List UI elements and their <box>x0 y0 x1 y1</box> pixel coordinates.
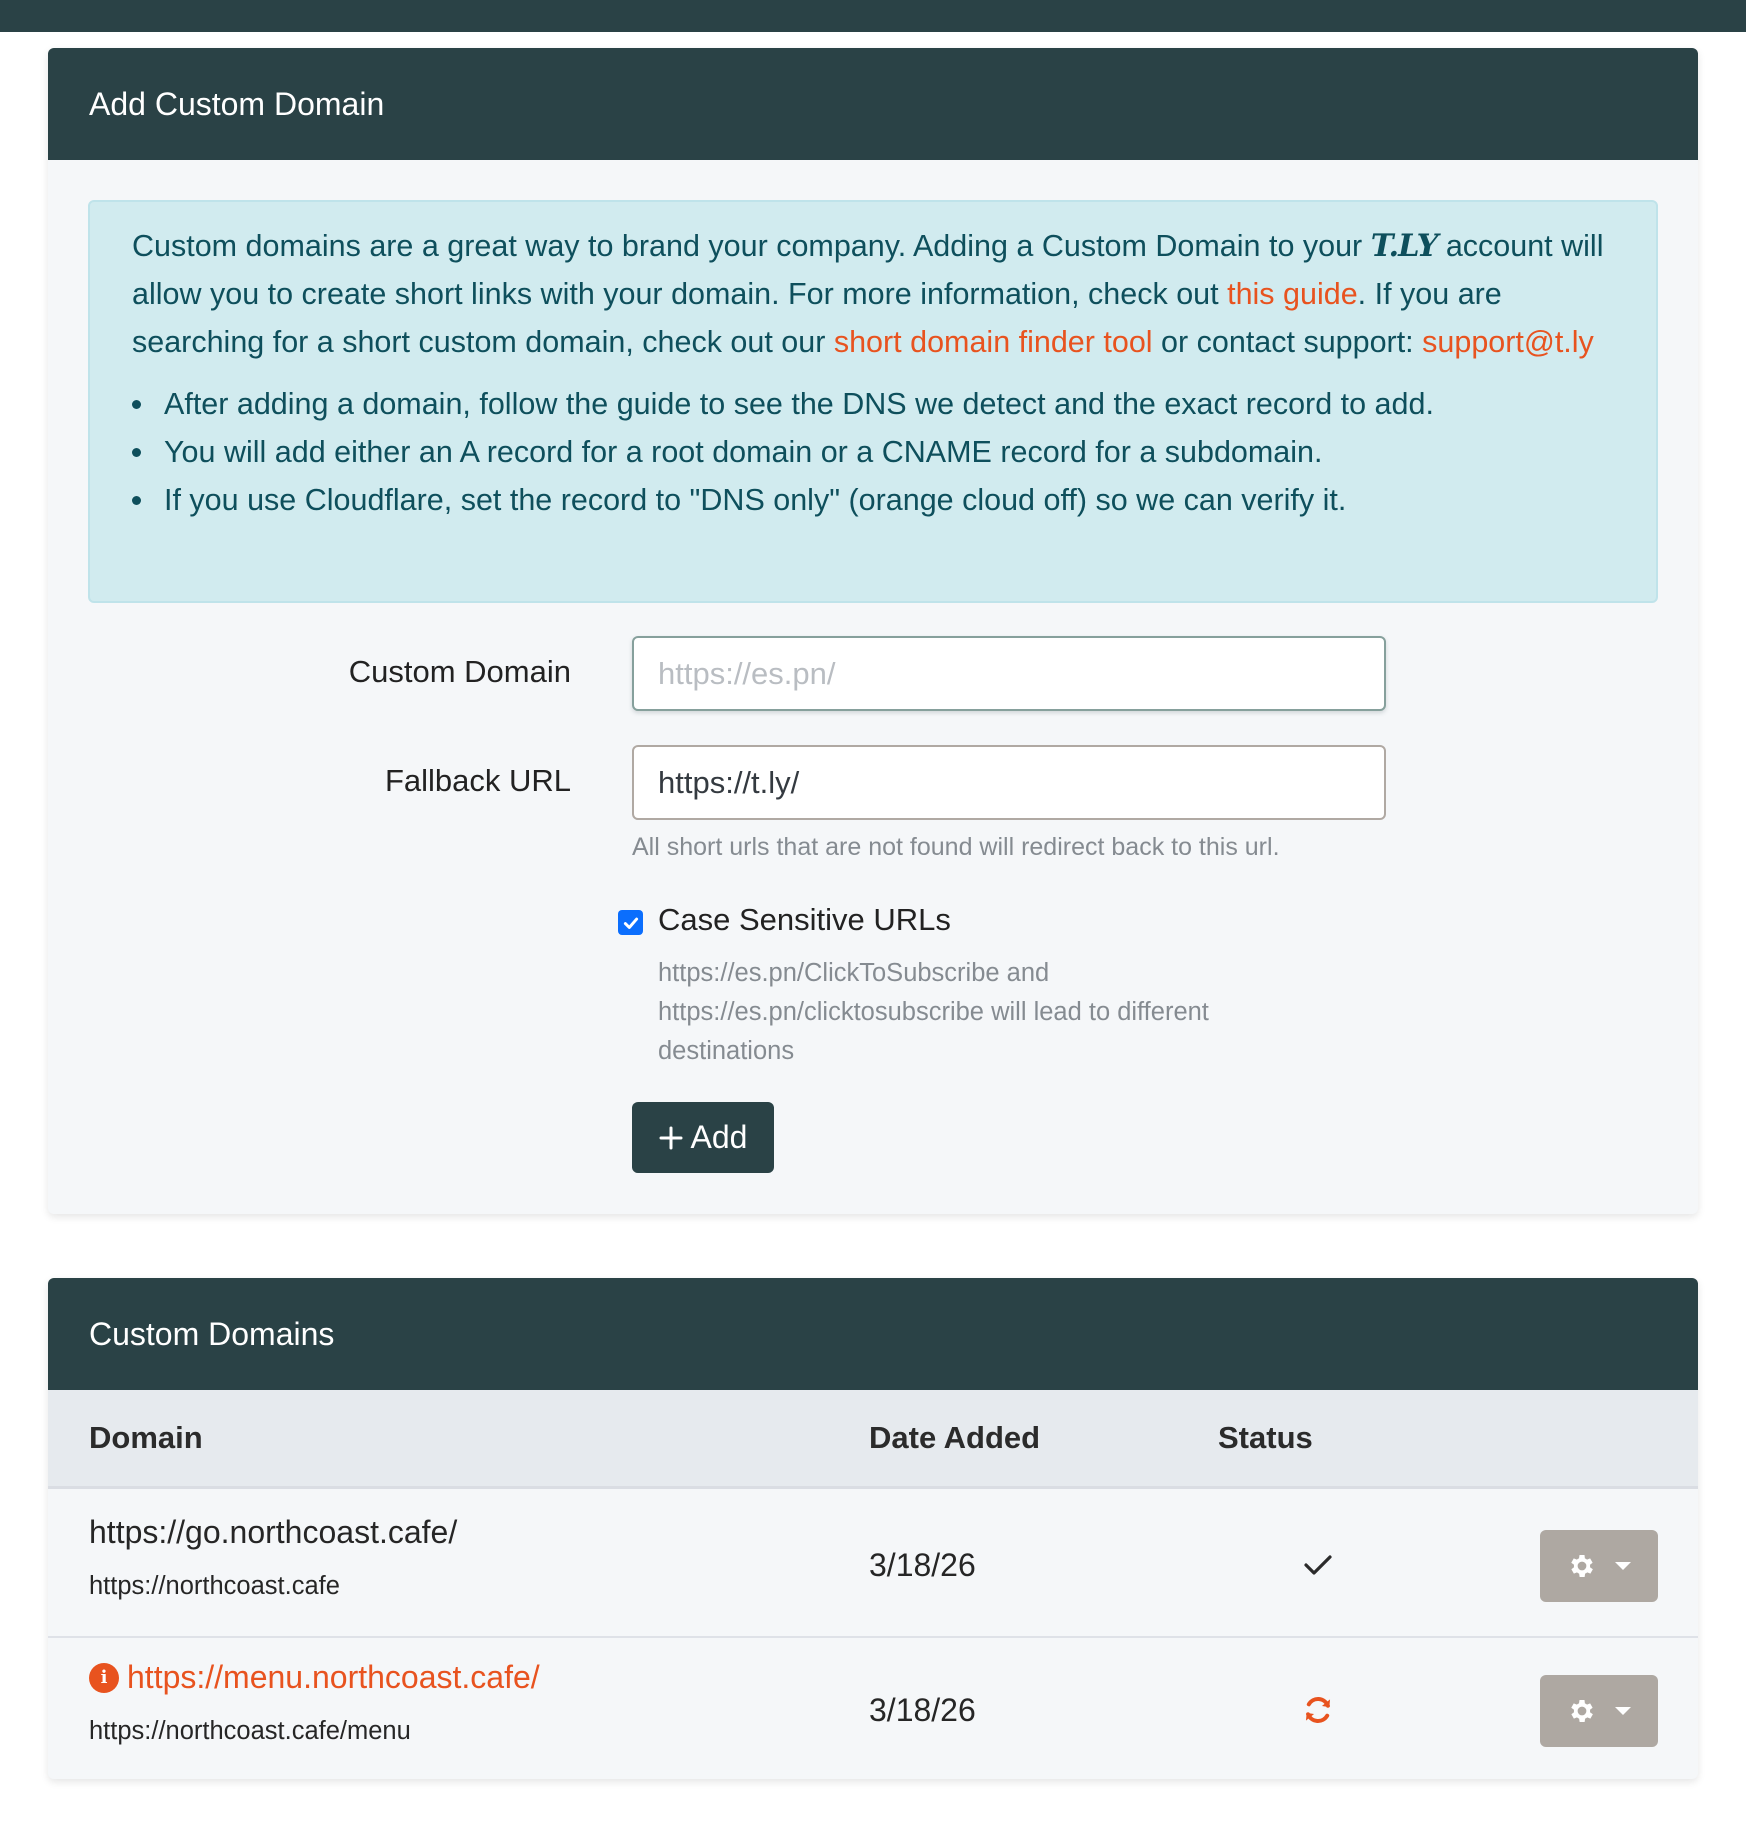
alert-bullet: If you use Cloudflare, set the record to "DNS only" (orange cloud off) so we can verify it. <box>132 476 1614 524</box>
checkmark-icon <box>622 914 640 932</box>
caret-down-icon <box>1615 1562 1631 1570</box>
domain-finder-link[interactable]: short domain finder tool <box>833 325 1153 359</box>
case-sensitive-row <box>48 902 1698 1110</box>
gear-icon <box>1567 1696 1597 1726</box>
case-sensitive-label[interactable]: Case Sensitive URLs <box>658 902 951 937</box>
fallback-url: https://northcoast.cafe/menu <box>89 1717 411 1745</box>
support-email-link[interactable]: support@t.ly <box>1422 325 1594 359</box>
fallback-url: https://northcoast.cafe <box>89 1572 340 1600</box>
alert-bullet: After adding a domain, follow the guide to see the DNS we detect and the exact record to add. <box>132 380 1614 428</box>
add-custom-domain-card <box>48 48 1698 1214</box>
guide-link[interactable]: this guide <box>1227 277 1358 311</box>
table-row <box>48 1637 1698 1779</box>
gear-icon <box>1567 1551 1597 1581</box>
card-title: Custom Domains <box>89 1315 335 1352</box>
tly-brand-logo: T.LY <box>1370 228 1438 264</box>
top-navbar <box>0 0 1746 32</box>
check-icon <box>1303 1553 1333 1577</box>
custom-domain-input[interactable] <box>632 636 1386 711</box>
plus-icon <box>659 1126 683 1150</box>
info-alert <box>88 200 1658 603</box>
alert-intro: Custom domains are a great way to brand your company. Adding a Custom Domain to your T.LY account will allow you to create short links with your domain. For more information, check out this guide. If you are searching for a short custom domain, check out our short domain finder tool or contact support: support@t.ly <box>132 228 1604 359</box>
fallback-url-input[interactable] <box>632 745 1386 820</box>
column-header-status[interactable]: Status <box>1218 1420 1313 1455</box>
add-custom-domain-header <box>48 48 1698 160</box>
column-header-date-added[interactable]: Date Added <box>869 1420 1041 1455</box>
add-domain-button[interactable] <box>632 1102 774 1173</box>
date-added: 3/18/26 <box>869 1546 976 1583</box>
case-sensitive-checkbox[interactable] <box>618 910 643 935</box>
card-title: Add Custom Domain <box>89 85 385 122</box>
sync-icon <box>1301 1693 1335 1727</box>
fallback-url-label: Fallback URL <box>384 763 571 798</box>
status-pending[interactable] <box>1298 1637 1338 1779</box>
custom-domain-row <box>48 636 1698 711</box>
domain-link[interactable]: https://go.northcoast.cafe/ <box>89 1514 458 1550</box>
caret-down-icon <box>1615 1707 1631 1715</box>
info-circle-icon[interactable]: i <box>89 1663 119 1693</box>
alert-bullet: You will add either an A record for a root domain or a CNAME record for a subdomain. <box>132 428 1614 476</box>
status-verified <box>1298 1492 1338 1638</box>
custom-domains-header <box>48 1278 1698 1390</box>
domain-settings-dropdown[interactable] <box>1540 1675 1658 1747</box>
date-added: 3/18/26 <box>869 1691 976 1728</box>
add-button-label: Add <box>690 1119 748 1155</box>
fallback-url-help: All short urls that are not found will redirect back to this url. <box>632 833 1280 861</box>
case-sensitive-help: https://es.pn/ClickToSubscribe and https://es.pn/clicktosubscribe will lead to different destinations <box>658 959 1209 1065</box>
fallback-url-row <box>48 745 1698 875</box>
table-row <box>48 1492 1698 1638</box>
custom-domain-label: Custom Domain <box>348 654 571 689</box>
table-header <box>48 1390 1698 1489</box>
domain-link-warning[interactable]: i https://menu.northcoast.cafe/ <box>89 1659 540 1696</box>
custom-domains-card <box>48 1278 1698 1779</box>
domain-settings-dropdown[interactable] <box>1540 1530 1658 1602</box>
column-header-domain[interactable]: Domain <box>89 1420 203 1455</box>
alert-bullet-list <box>132 380 1614 524</box>
